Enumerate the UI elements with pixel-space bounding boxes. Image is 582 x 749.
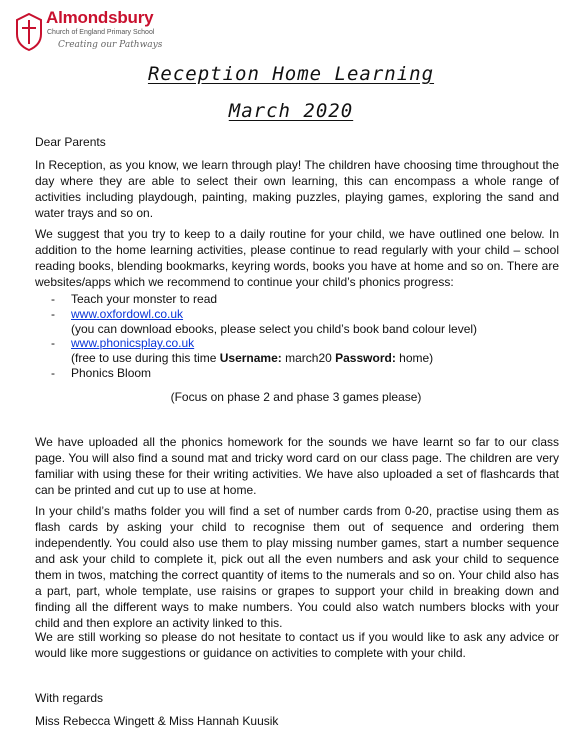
phonicsplay-note xyxy=(71,351,433,365)
password-value: home) xyxy=(395,351,434,366)
resource-list xyxy=(35,292,535,381)
list-item xyxy=(35,307,535,337)
resource-monster: Teach your monster to read xyxy=(71,292,218,306)
list-dash: - xyxy=(51,336,55,351)
list-item xyxy=(35,366,535,381)
school-logo xyxy=(14,8,164,60)
resource-phonics-bloom: Phonics Bloom xyxy=(71,365,152,380)
list-item xyxy=(35,336,535,366)
password-label: Password: xyxy=(335,351,396,366)
greeting: Dear Parents xyxy=(35,135,106,149)
username-label: Username: xyxy=(219,351,282,366)
school-crest-icon xyxy=(14,12,44,52)
paragraph-contact: We are still working so please do not hesitate to contact us if you would like to ask any advice or would like more suggestions or guidance on activities to complete with your child. xyxy=(35,630,559,660)
paragraph-maths: In your child’s maths folder you will find a set of number cards from 0-20, practise using them as flash cards by asking your child to recognise them out of sequence and ordering them independently. You could also use them to play missing number games, start a number sequence and ask your child to complete it, pick out all the even numbers and ask your child to sequence them in twos, matching the correct quantity of items to the numerals and so on. Your child also has a part, part, whole template, use raisins or grapes to support your child in breaking down and finding all the different ways to make numbers. You could also watch numbers blocks with your child and then explore an activity linked to this. xyxy=(35,504,559,630)
oxfordowl-note: (you can download ebooks, please select you child’s book band colour level) xyxy=(71,321,478,336)
paragraph-routine: We suggest that you try to keep to a daily routine for your child, we have outlined one below. In addition to the home learning activities, please continue to read regularly with your child – school reading books, blending bookmarks, keyring words, books you have at home and so on. There are websites/apps which we recommend to continue your child’s phonics progress: xyxy=(35,227,559,289)
document-title: Reception Home Learning xyxy=(147,63,435,85)
list-dash: - xyxy=(51,292,55,306)
school-tagline: Creating our Pathways xyxy=(58,40,163,50)
list-dash: - xyxy=(51,306,55,321)
paragraph-play: In Reception, as you know, we learn through play! The children have choosing time throughout the day where they are able to select their own learning, this can encompass a whole range of activities including playdough, painting, making puzzles, playing games, exploring the sand and water trays and so on. xyxy=(35,158,559,220)
paragraph-phonics-homework: We have uploaded all the phonics homework for the sounds we have learnt so far to our class page. You will also find a sound mat and tricky word card on our class page. The children are very familiar with using these for their writing activities. We have also uploaded a set of flashcards that can be printed and cut up to use at home. xyxy=(35,435,559,497)
list-item xyxy=(35,292,535,307)
phonicsplay-link[interactable]: www.phonicsplay.co.uk xyxy=(71,336,195,351)
oxfordowl-link[interactable]: www.oxfordowl.co.uk xyxy=(71,306,184,321)
school-subtitle: Church of England Primary School xyxy=(47,29,155,36)
school-name: Almondsbury xyxy=(46,8,154,27)
document-date: March 2020 xyxy=(228,100,354,122)
focus-note: (Focus on phase 2 and phase 3 games please) xyxy=(170,390,422,404)
signatures: Miss Rebecca Wingett & Miss Hannah Kuusik xyxy=(35,714,279,728)
phonicsplay-note-text: (free to use during this time xyxy=(71,351,220,366)
list-dash: - xyxy=(51,365,55,380)
sign-off: With regards xyxy=(35,691,104,705)
username-value: march20 xyxy=(281,351,336,366)
